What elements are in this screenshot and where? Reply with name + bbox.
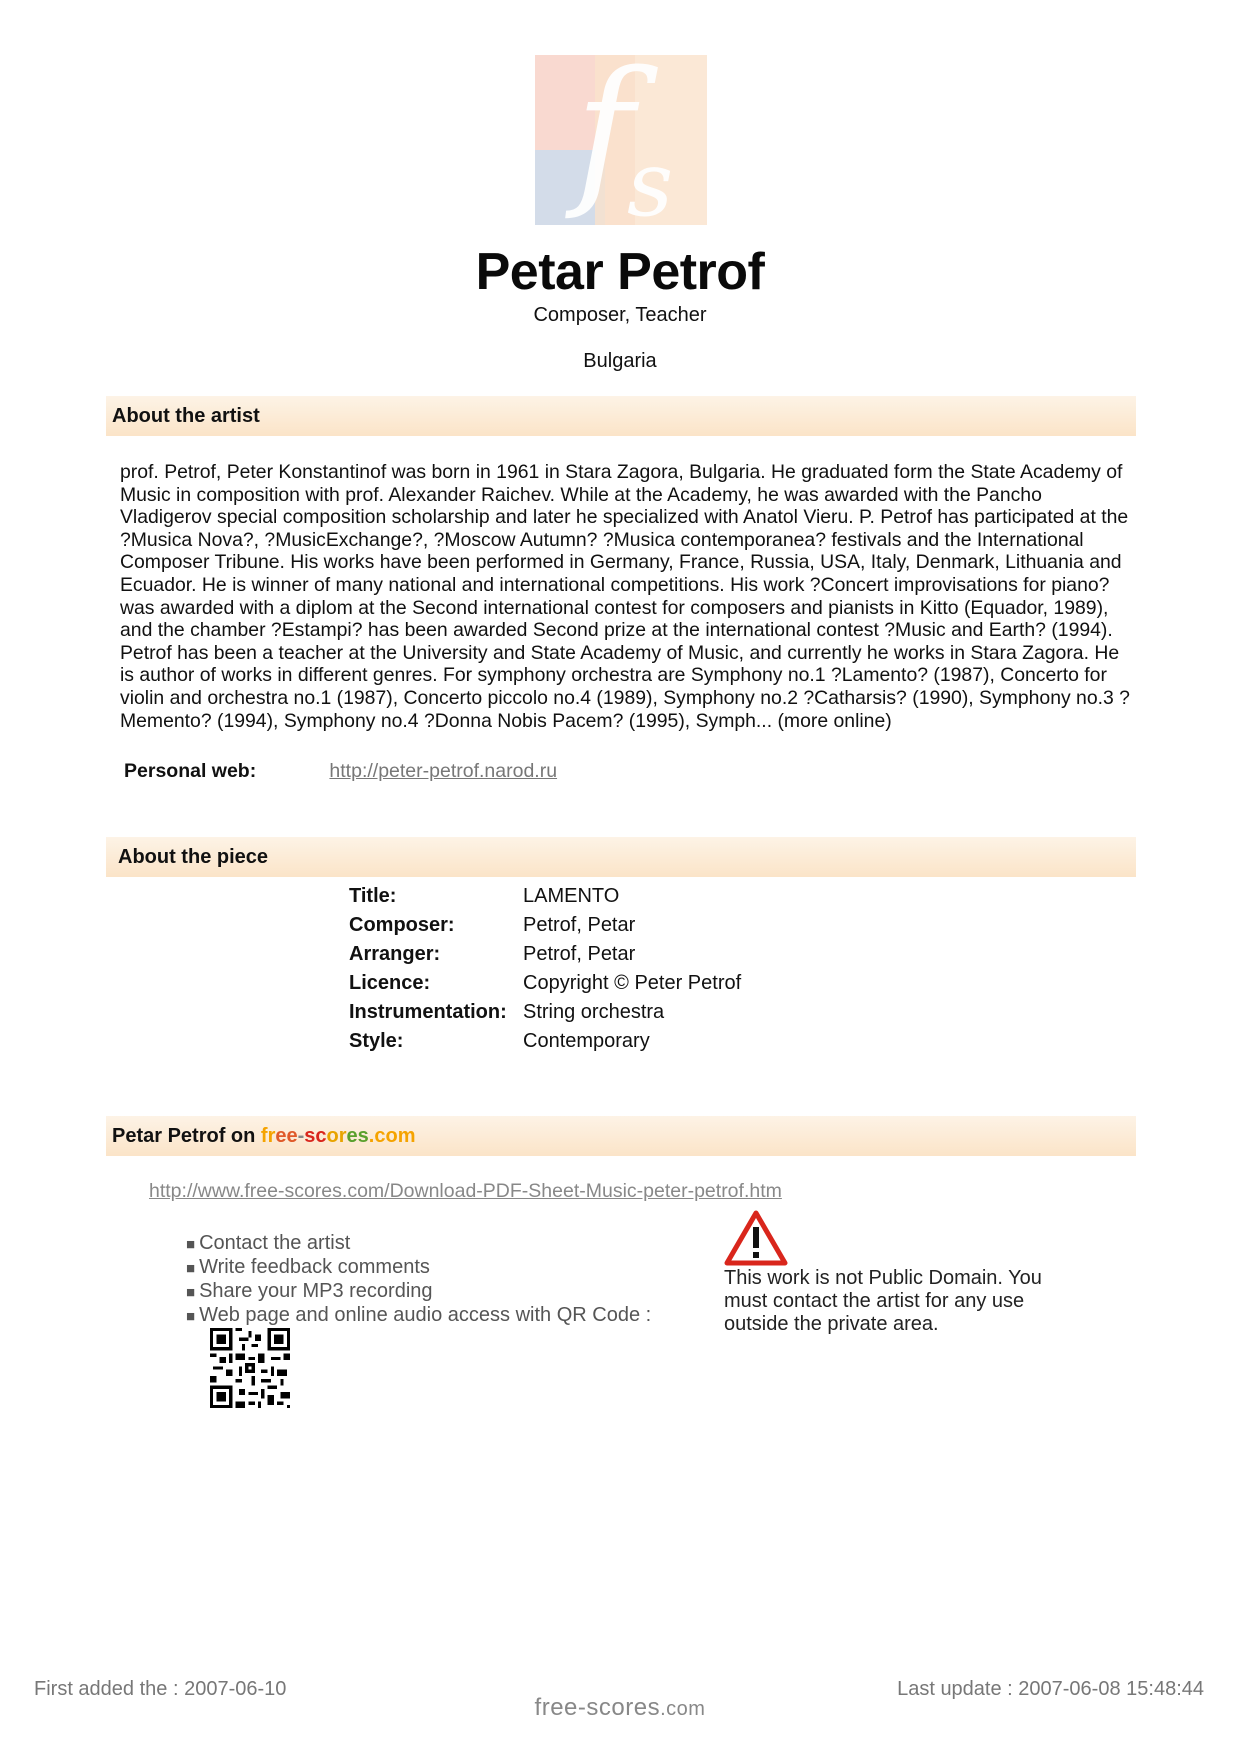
qr-access-text: ■ Web page and online audio access with QR Code : xyxy=(186,1304,651,1328)
write-feedback-link[interactable]: ■ Write feedback comments xyxy=(186,1256,651,1280)
piece-row-arranger xyxy=(349,943,741,972)
piece-row-instrumentation xyxy=(349,1001,741,1030)
piece-details-table xyxy=(349,885,741,1059)
footer-brand-domain: .com xyxy=(660,1698,706,1720)
brand-part: es xyxy=(346,1125,369,1147)
piece-value: Contemporary xyxy=(523,1030,650,1052)
piece-value: Copyright © Peter Petrof xyxy=(523,972,742,994)
footer-brand-main: free-scores xyxy=(534,1694,661,1721)
about-piece-heading: About the piece xyxy=(106,837,1136,877)
qr-code-icon[interactable] xyxy=(210,1328,290,1408)
on-site-heading-prefix: Petar Petrof on xyxy=(112,1125,261,1147)
artist-bio: prof. Petrof, Peter Konstantinof was born in 1961 in Stara Zagora, Bulgaria. He graduated form the State Academy of Music in composition with prof. Alexander Raichev. While at the Academy, he was awarded with the Pancho Vladigerov special composition scholarship and later he specialized with Anatol Vieru. P. Petrof has participated at the ?Musica Nova?, ?MusicExchange?, ?Moscow Autumn? ?Musica contemporanea? festivals and the International Composer Tribune. His works have been performed in Germany, France, Russia, USA, Italy, Denmark, Lithuania and Ecuador. He is winner of many national and international competitions. His work ?Concert improvisations for piano? was awarded with a diplom at the Second international contest for composers and pianists in Kitto (Equador, 1989), and the chamber ?Estampi? has been awarded Second prize at the international contest ?Music and Earth? (1994). Petrof has been a teacher at the University and State Academy of Music, and currently he works in Stara Zagora. He is author of works in different genres. For symphony orchestra are Symphony no.1 ?Lamento? (1987), Concerto for violin and orchestra no.1 (1987), Concerto piccolo no.4 (1989), Symphony no.2 ?Catharsis? (1990), Symphony no.3 ?Memento? (1994), Symphony no.4 ?Donna Nobis Pacem? (1995), Symph... (more online) xyxy=(120,461,1130,732)
personal-web-link[interactable]: http://peter-petrof.narod.ru xyxy=(329,760,558,782)
free-scores-logo-icon xyxy=(535,55,707,225)
about-artist-heading: About the artist xyxy=(106,396,1136,436)
warning-icon xyxy=(724,1210,788,1266)
brand-part: or xyxy=(326,1125,347,1147)
piece-row-style xyxy=(349,1030,741,1059)
piece-row-title xyxy=(349,885,741,914)
piece-row-licence xyxy=(349,972,741,1001)
brand-part: .com xyxy=(368,1125,416,1147)
share-mp3-link[interactable]: ■ Share your MP3 recording xyxy=(186,1280,651,1304)
svg-text:f: f xyxy=(575,55,635,223)
piece-value: LAMENTO xyxy=(523,885,620,907)
artist-actions-list xyxy=(186,1232,651,1328)
contact-artist-link[interactable]: ■ Contact the artist xyxy=(186,1232,651,1256)
piece-value: Petrof, Petar xyxy=(523,914,636,936)
piece-label: Licence: xyxy=(349,972,431,994)
personal-web-row xyxy=(124,760,557,783)
piece-value: Petrof, Petar xyxy=(523,943,636,965)
piece-value: String orchestra xyxy=(523,1001,665,1023)
svg-text:s: s xyxy=(627,132,674,225)
brand-part: ee xyxy=(275,1125,298,1147)
not-public-domain-notice: This work is not Public Domain. You must contact the artist for any use outside the private area. xyxy=(724,1267,1042,1335)
piece-label: Instrumentation: xyxy=(349,1001,507,1023)
free-scores-artist-link[interactable]: http://www.free-scores.com/Download-PDF-Sheet-Music-peter-petrof.htm xyxy=(149,1180,782,1202)
piece-label: Arranger: xyxy=(349,943,441,965)
brand-part: - xyxy=(297,1125,305,1147)
footer-brand-logo xyxy=(0,1694,1240,1722)
personal-web-label: Personal web: xyxy=(124,760,257,782)
piece-row-composer xyxy=(349,914,741,943)
first-added-date: First added the : 2007-06-10 xyxy=(34,1678,287,1700)
piece-label: Composer: xyxy=(349,914,455,936)
artist-role: Composer, Teacher xyxy=(533,304,707,326)
on-site-heading xyxy=(106,1116,1136,1156)
brand-part: sc xyxy=(304,1125,327,1147)
piece-label: Style: xyxy=(349,1030,404,1052)
last-update-date: Last update : 2007-06-08 15:48:44 xyxy=(897,1678,1204,1700)
artist-name: Petar Petrof xyxy=(475,243,765,301)
piece-label: Title: xyxy=(349,885,397,907)
artist-country: Bulgaria xyxy=(583,350,657,372)
brand-part: fr xyxy=(260,1125,276,1147)
